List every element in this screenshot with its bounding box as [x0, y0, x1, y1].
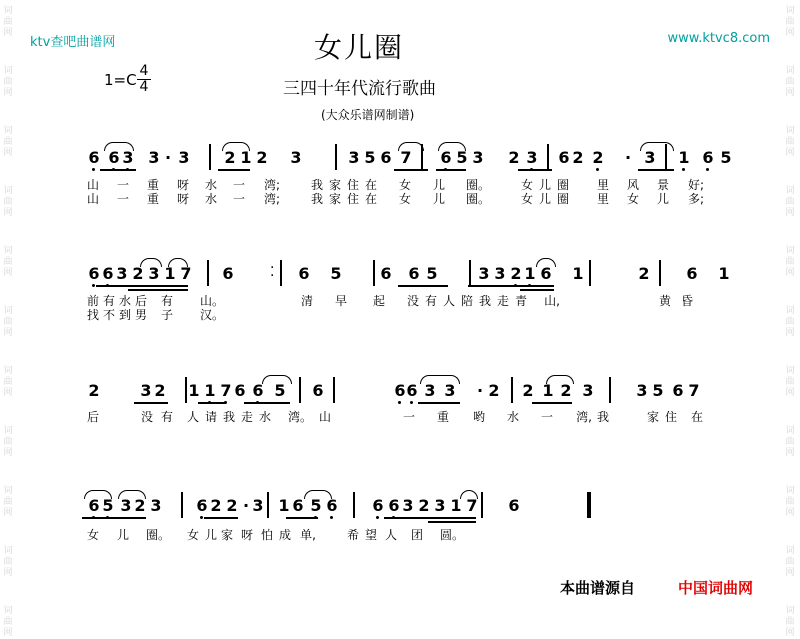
- jianpu-note: 3: [582, 381, 594, 400]
- jianpu-note: 7: [400, 148, 412, 167]
- jianpu-note: 6: [386, 498, 402, 514]
- beam-underline: [398, 285, 448, 287]
- song-subtitle: 三四十年代流行歌曲: [283, 79, 436, 99]
- beam-underline: [384, 517, 476, 519]
- beam-underline: [394, 169, 428, 171]
- watermark-mark: 词 曲 网: [3, 66, 13, 98]
- lyric-syllable: 女: [186, 528, 199, 542]
- jianpu-note: 3: [252, 496, 264, 515]
- jianpu-note: 1: [572, 264, 584, 283]
- jianpu-note: 1: [676, 150, 692, 166]
- watermark-mark: 词 曲 网: [785, 306, 795, 338]
- jianpu-note: 5: [720, 148, 732, 167]
- jianpu-note: 3: [434, 496, 446, 515]
- jianpu-note: 1: [240, 148, 252, 167]
- lyric-syllable: 女: [398, 178, 411, 192]
- lyric-syllable: 没: [406, 294, 419, 308]
- beam-underline: [286, 517, 318, 519]
- jianpu-note: 3: [494, 264, 506, 283]
- watermark-mark: 词 曲 网: [785, 486, 795, 518]
- watermark-mark: 词 曲 网: [3, 546, 13, 578]
- barline: [469, 260, 471, 286]
- source-site-link[interactable]: 中国词曲网: [678, 579, 754, 597]
- beam-underline: [218, 169, 250, 171]
- lyric-syllable: 黄: [658, 294, 671, 308]
- jianpu-note: 2: [488, 381, 500, 400]
- jianpu-note: 6: [408, 264, 420, 283]
- jianpu-note: 6: [86, 150, 102, 166]
- beam-underline: [244, 402, 290, 404]
- jianpu-note: 2: [590, 150, 606, 166]
- lyric-syllable: 儿: [538, 178, 551, 192]
- lyric-syllable: 女: [398, 192, 411, 206]
- beam-underline-double: [428, 521, 476, 523]
- jianpu-note: 6: [380, 148, 392, 167]
- barline: [333, 377, 335, 403]
- lyric-syllable: 哟: [472, 410, 485, 424]
- lyric-syllable: 里: [596, 192, 609, 206]
- jianpu-note: 3: [178, 148, 190, 167]
- lyric-syllable: 圈: [556, 178, 569, 192]
- lyric-syllable: 多;: [687, 192, 705, 206]
- lyric-syllable: 湾。: [288, 410, 313, 424]
- lyric-syllable: 我: [478, 294, 491, 308]
- jianpu-note: 2: [224, 148, 236, 167]
- lyric-syllable: 好;: [687, 178, 705, 192]
- beam-underline: [518, 169, 552, 171]
- watermark-mark: 词 曲 网: [3, 306, 13, 338]
- lyric-syllable: 人: [442, 294, 455, 308]
- jianpu-note: 6: [392, 383, 408, 399]
- lyric-syllable: 儿: [432, 192, 445, 206]
- jianpu-note: 1: [202, 383, 218, 399]
- beam-underline: [418, 402, 460, 404]
- barline: [353, 492, 355, 518]
- barline: [511, 377, 513, 403]
- lyric-syllable: 有: [160, 294, 173, 308]
- final-barline: [587, 492, 591, 518]
- lyric-syllable: 没: [140, 410, 153, 424]
- slur-arc: [438, 142, 466, 151]
- jianpu-note: 6: [312, 381, 324, 400]
- dotted-rhythm: ·: [624, 148, 632, 167]
- lyric-syllable: 儿: [656, 192, 669, 206]
- score-row-3: [0, 383, 800, 463]
- beam-underline: [82, 517, 114, 519]
- jianpu-note: 1: [718, 264, 730, 283]
- lyric-syllable: 前: [86, 294, 99, 308]
- slur-arc: [304, 490, 332, 499]
- beam-underline: [436, 169, 466, 171]
- lyric-syllable: 有: [160, 410, 173, 424]
- lyric-syllable: 我: [596, 410, 609, 424]
- lyric-syllable: 住: [664, 410, 677, 424]
- jianpu-note: 3: [140, 381, 152, 400]
- slur-arc: [140, 258, 162, 267]
- jianpu-note: 6: [508, 496, 520, 515]
- jianpu-note: 5: [652, 381, 664, 400]
- watermark-mark: 词 曲 网: [3, 246, 13, 278]
- lyric-syllable: 昏: [680, 294, 693, 308]
- meter-denominator: 4: [139, 79, 149, 95]
- barline: [481, 492, 483, 518]
- slur-arc: [398, 142, 424, 151]
- lyric-syllable: 汉。: [200, 308, 225, 322]
- watermark-mark: 词 曲 网: [3, 606, 13, 638]
- beam-underline: [134, 402, 168, 404]
- lyric-syllable: 望: [364, 528, 377, 542]
- lyric-syllable: 怕: [260, 528, 273, 542]
- jianpu-note: 6: [106, 150, 122, 166]
- lyric-syllable: 到: [118, 308, 131, 322]
- watermark-mark: 词 曲 网: [3, 186, 13, 218]
- lyric-syllable: 景: [656, 178, 669, 192]
- jianpu-note: 3: [444, 381, 456, 400]
- watermark-mark: 词 曲 网: [785, 246, 795, 278]
- lyric-syllable: 水: [258, 410, 271, 424]
- jianpu-note: 2: [638, 264, 650, 283]
- jianpu-note: 6: [222, 264, 234, 283]
- lyric-syllable: 走: [496, 294, 509, 308]
- jianpu-note: 2: [134, 496, 146, 515]
- watermark-mark: 词 曲 网: [3, 6, 13, 38]
- lyric-syllable: 儿: [204, 528, 217, 542]
- slur-arc: [118, 490, 146, 499]
- lyric-syllable: 人: [384, 528, 397, 542]
- jianpu-note: 6: [194, 498, 210, 514]
- lyric-syllable: 一: [116, 192, 129, 206]
- barline: [609, 377, 611, 403]
- jianpu-note: 6: [380, 264, 392, 283]
- barline: [335, 144, 337, 170]
- lyric-syllable: 找: [86, 308, 99, 322]
- lyric-syllable: 家: [328, 178, 341, 192]
- slur-arc: [262, 375, 292, 384]
- jianpu-note: 6: [86, 266, 102, 282]
- barline: [280, 260, 282, 286]
- jianpu-note: 1: [188, 381, 200, 400]
- lyric-syllable: 清: [300, 294, 313, 308]
- lyric-syllable: 重: [436, 410, 449, 424]
- lyric-syllable: 呀: [176, 178, 189, 192]
- barline: [267, 492, 269, 518]
- watermark-mark: 词 曲 网: [785, 546, 795, 578]
- jianpu-note: 6: [100, 266, 116, 282]
- jianpu-note: 6: [324, 498, 340, 514]
- lyric-syllable: 圈。: [146, 528, 171, 542]
- dotted-rhythm: ·: [242, 496, 250, 515]
- jianpu-note: 3: [120, 496, 132, 515]
- lyric-syllable: 风: [626, 178, 639, 192]
- lyric-syllable: 女: [520, 192, 533, 206]
- jianpu-note: 5: [100, 498, 116, 514]
- jianpu-note: 6: [700, 150, 716, 166]
- jianpu-note: 5: [364, 148, 376, 167]
- jianpu-note: 2: [154, 381, 166, 400]
- jianpu-note: 2: [418, 496, 430, 515]
- lyric-syllable: 山,: [544, 294, 560, 308]
- jianpu-note: 2: [226, 496, 238, 515]
- jianpu-note: 6: [672, 381, 684, 400]
- repeat-sign: · ·: [270, 260, 275, 284]
- jianpu-note: 3: [290, 148, 302, 167]
- lyric-syllable: 我: [222, 410, 235, 424]
- jianpu-note: 7: [466, 496, 478, 515]
- lyric-syllable: 山: [318, 410, 331, 424]
- lyric-syllable: 儿: [116, 528, 129, 542]
- jianpu-note: 2: [522, 381, 534, 400]
- jianpu-note: 6: [250, 383, 266, 399]
- beam-underline: [638, 169, 674, 171]
- jianpu-note: 3: [148, 264, 160, 283]
- transcription-credit: (大众乐谱网制谱): [321, 108, 415, 122]
- lyric-syllable: 住: [346, 178, 359, 192]
- jianpu-note: 2: [508, 148, 520, 167]
- lyric-syllable: 水: [204, 178, 217, 192]
- lyric-syllable: 一: [116, 178, 129, 192]
- lyric-syllable: 一: [402, 410, 415, 424]
- lyric-syllable: 子: [160, 308, 173, 322]
- beam-underline-double: [128, 289, 188, 291]
- lyric-syllable: 有: [102, 294, 115, 308]
- barline: [209, 144, 211, 170]
- lyric-syllable: 重: [146, 192, 159, 206]
- jianpu-note: 6: [438, 150, 454, 166]
- lyric-syllable: 后: [134, 294, 147, 308]
- lyric-syllable: 水: [204, 192, 217, 206]
- jianpu-note: 3: [148, 148, 160, 167]
- beam-underline: [114, 517, 146, 519]
- lyric-syllable: 一: [540, 410, 553, 424]
- site-name-left: ktv查吧曲谱网: [30, 35, 116, 50]
- slur-arc: [84, 490, 112, 499]
- lyric-syllable: 人: [186, 410, 199, 424]
- jianpu-note: 1: [450, 496, 462, 515]
- lyric-syllable: 希: [346, 528, 359, 542]
- lyric-syllable: 儿: [432, 178, 445, 192]
- lyric-syllable: 山: [86, 178, 99, 192]
- barline: [299, 377, 301, 403]
- slur-arc: [168, 258, 188, 267]
- watermark-mark: 词 曲 网: [785, 186, 795, 218]
- score-row-4: [0, 498, 800, 578]
- jianpu-note: 3: [524, 150, 540, 166]
- jianpu-note: 5: [426, 264, 438, 283]
- beam-underline: [198, 402, 226, 404]
- lyric-syllable: 一: [232, 178, 245, 192]
- lyric-syllable: 呀: [240, 528, 253, 542]
- lyric-syllable: 后: [86, 410, 99, 424]
- lyric-syllable: 儿: [538, 192, 551, 206]
- jianpu-note: 2: [256, 148, 268, 167]
- beam-underline: [204, 517, 238, 519]
- lyric-syllable: 圈。: [466, 192, 491, 206]
- barline: [659, 260, 661, 286]
- slur-arc: [222, 142, 250, 151]
- jianpu-note: 5: [456, 148, 468, 167]
- jianpu-note: 3: [478, 264, 490, 283]
- jianpu-note: 3: [402, 496, 414, 515]
- source-label: 本曲谱源自: [560, 579, 636, 597]
- jianpu-note: 6: [540, 264, 552, 283]
- jianpu-note: 3: [472, 148, 484, 167]
- lyric-syllable: 圆。: [440, 528, 465, 542]
- lyric-syllable: 山。: [200, 294, 225, 308]
- jianpu-note: 3: [116, 264, 128, 283]
- lyric-syllable: 圈: [556, 192, 569, 206]
- slur-arc: [420, 375, 460, 384]
- beam-underline: [532, 402, 572, 404]
- barline: [589, 260, 591, 286]
- time-signature: [137, 64, 151, 95]
- jianpu-note: 2: [88, 381, 100, 400]
- lyric-syllable: 在: [364, 192, 377, 206]
- lyric-syllable: 呀: [176, 192, 189, 206]
- jianpu-note: 5: [308, 498, 324, 514]
- lyric-syllable: 起: [372, 294, 385, 308]
- lyric-syllable: 水: [118, 294, 131, 308]
- watermark-mark: 词 曲 网: [3, 366, 13, 398]
- jianpu-note: 7: [688, 381, 700, 400]
- jianpu-note: 1: [542, 381, 554, 400]
- lyric-syllable: 我: [310, 192, 323, 206]
- lyric-syllable: 不: [102, 308, 115, 322]
- slur-arc: [104, 142, 134, 151]
- lyric-syllable: 我: [310, 178, 323, 192]
- beam-underline: [100, 169, 136, 171]
- lyric-syllable: 水: [506, 410, 519, 424]
- watermark-mark: 词 曲 网: [785, 66, 795, 98]
- barline: [207, 260, 209, 286]
- barline: [181, 492, 183, 518]
- jianpu-note: 5: [274, 381, 286, 400]
- jianpu-note: 3: [424, 381, 436, 400]
- lyric-syllable: 青: [514, 294, 527, 308]
- key-signature: 1=C: [104, 71, 137, 89]
- slur-arc: [640, 142, 674, 151]
- lyric-syllable: 在: [690, 410, 703, 424]
- barline: [373, 260, 375, 286]
- song-title: 女儿圈: [314, 31, 405, 64]
- lyric-syllable: 重: [146, 178, 159, 192]
- lyric-syllable: 一: [232, 192, 245, 206]
- watermark-mark: 词 曲 网: [785, 6, 795, 38]
- jianpu-note: 1: [164, 264, 176, 283]
- jianpu-note: 2: [572, 148, 584, 167]
- lyric-syllable: 陪: [460, 294, 473, 308]
- beam-underline: [468, 285, 554, 287]
- jianpu-note: 6: [298, 264, 310, 283]
- watermark-mark: 词 曲 网: [785, 126, 795, 158]
- lyric-syllable: 单,: [300, 528, 316, 542]
- jianpu-note: 2: [508, 266, 524, 282]
- lyric-syllable: 家: [328, 192, 341, 206]
- barline: [547, 144, 549, 170]
- lyric-syllable: 女: [626, 192, 639, 206]
- jianpu-note: 2: [132, 264, 144, 283]
- lyric-syllable: 家: [220, 528, 233, 542]
- jianpu-note: 1: [278, 496, 290, 515]
- site-url-right: www.ktvc8.com: [667, 31, 770, 46]
- jianpu-note: 6: [686, 264, 698, 283]
- jianpu-note: 6: [370, 498, 386, 514]
- beam-underline-double: [520, 289, 554, 291]
- lyric-syllable: 有: [424, 294, 437, 308]
- lyric-syllable: 湾;: [263, 192, 281, 206]
- lyric-syllable: 男: [134, 308, 147, 322]
- jianpu-note: 7: [218, 383, 234, 399]
- watermark-mark: 词 曲 网: [3, 426, 13, 458]
- lyric-syllable: 团: [410, 528, 423, 542]
- jianpu-note: 7: [180, 264, 192, 283]
- lyric-syllable: 女: [520, 178, 533, 192]
- jianpu-note: 6: [234, 381, 246, 400]
- jianpu-note: 6: [292, 496, 304, 515]
- jianpu-note: 1: [522, 266, 538, 282]
- lyric-syllable: 住: [346, 192, 359, 206]
- lyric-syllable: 湾;: [263, 178, 281, 192]
- jianpu-note: 5: [330, 264, 342, 283]
- jianpu-note: 6: [558, 148, 570, 167]
- jianpu-note: 3: [348, 148, 360, 167]
- lyric-syllable: 家: [646, 410, 659, 424]
- watermark-mark: 词 曲 网: [785, 366, 795, 398]
- jianpu-note: 3: [644, 148, 656, 167]
- lyric-syllable: 在: [364, 178, 377, 192]
- watermark-mark: 词 曲 网: [785, 606, 795, 638]
- jianpu-note: 3: [150, 496, 162, 515]
- dotted-rhythm: ·: [164, 148, 172, 167]
- slur-arc: [460, 490, 478, 499]
- jianpu-note: 3: [120, 150, 136, 166]
- lyric-syllable: 走: [240, 410, 253, 424]
- jianpu-note: 2: [210, 496, 222, 515]
- jianpu-note: 3: [636, 381, 648, 400]
- watermark-mark: 词 曲 网: [3, 486, 13, 518]
- lyric-syllable: 山: [86, 192, 99, 206]
- jianpu-note: 2: [560, 381, 572, 400]
- jianpu-note: 6: [404, 383, 420, 399]
- slur-arc: [536, 258, 556, 267]
- lyric-syllable: 湾,: [576, 410, 592, 424]
- lyric-syllable: 女: [86, 528, 99, 542]
- lyric-syllable: 早: [334, 294, 347, 308]
- watermark-mark: 词 曲 网: [785, 426, 795, 458]
- beam-underline: [96, 285, 188, 287]
- lyric-syllable: 圈。: [466, 178, 491, 192]
- watermark-mark: 词 曲 网: [3, 126, 13, 158]
- dotted-rhythm: ·: [476, 381, 484, 400]
- lyric-syllable: 成: [278, 528, 291, 542]
- slur-arc: [546, 375, 574, 384]
- jianpu-note: 6: [86, 498, 102, 514]
- lyric-syllable: 里: [596, 178, 609, 192]
- lyric-syllable: 请: [204, 410, 217, 424]
- meter-numerator: 4: [137, 64, 151, 80]
- score-row-1: [0, 150, 800, 230]
